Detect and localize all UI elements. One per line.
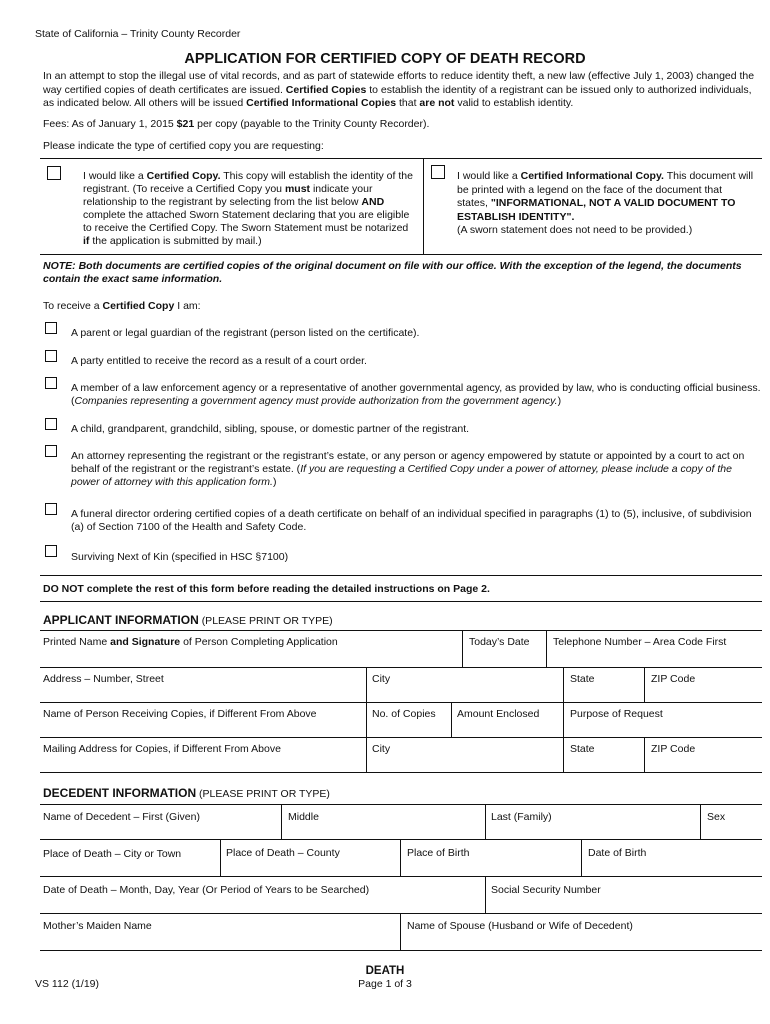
informational-copy-option: I would like a Certified Informational Copy. This document will be printed with a legend on the face of the document that states, "INFORMATIONAL, NOT A VALID DOCUMENT TO ESTABLISH IDENTITY". (A sworn statement does not need to be provided.) (457, 170, 754, 236)
eligibility-checkbox-6[interactable] (45, 503, 57, 515)
place-of-birth-field[interactable]: Place of Birth (407, 847, 470, 859)
eligibility-checkbox-1[interactable] (45, 322, 57, 334)
eligibility-option-5: An attorney representing the registrant or the registrant’s estate, or any person or agency empowered by statute or appointed by a court to act on behalf of the registrant or the registrant’s estate. (If you are requesting a Certified Copy under a power of attorney, please include a copy of the power of attorney with this application form.) (71, 450, 745, 488)
eligibility-checkbox-4[interactable] (45, 418, 57, 430)
eligibility-checkbox-2[interactable] (45, 350, 57, 362)
place-of-death-county-field[interactable]: Place of Death – County (226, 847, 340, 859)
divider (40, 158, 762, 159)
mailing-state-field[interactable]: State (570, 743, 595, 755)
address-field[interactable]: Address – Number, Street (43, 673, 164, 685)
receiver-name-field[interactable]: Name of Person Receiving Copies, if Different From Above (43, 708, 317, 720)
eligibility-checkbox-7[interactable] (45, 545, 57, 557)
purpose-field[interactable]: Purpose of Request (570, 708, 663, 720)
applicant-heading: APPLICANT INFORMATION (PLEASE PRINT OR TYPE) (43, 613, 333, 627)
eligibility-option-4: A child, grandparent, grandchild, sibling, spouse, or domestic partner of the registrant. (71, 423, 470, 435)
agency-name: State of California – Trinity County Recorder (35, 28, 241, 40)
ssn-field[interactable]: Social Security Number (491, 884, 601, 896)
footer-label: DEATH (365, 965, 405, 977)
certified-copy-option: I would like a Certified Copy. This copy will establish the identity of the registrant. (To receive a Certified Copy you must indicate your relationship to the registrant by selecting from the list below AND complete the attached Sworn Statement declaring that you are eligible to receive the Certified Copy. The Sworn Statement must be notarized if the application is submitted by mail.) (83, 170, 413, 247)
decedent-middle-name-field[interactable]: Middle (288, 811, 319, 823)
eligibility-option-7: Surviving Next of Kin (specified in HSC §7100) (71, 551, 289, 563)
certified-copy-checkbox[interactable] (47, 166, 61, 180)
mothers-maiden-name-field[interactable]: Mother’s Maiden Name (43, 920, 152, 932)
date-of-death-field[interactable]: Date of Death – Month, Day, Year (Or Period of Years to be Searched) (43, 884, 370, 896)
divider (423, 158, 424, 254)
telephone-field[interactable]: Telephone Number – Area Code First (553, 636, 727, 648)
eligibility-option-2: A party entitled to receive the record as a result of a court order. (71, 355, 367, 367)
intro-paragraph: In an attempt to stop the illegal use of vital records, and as part of statewide efforts to reduce identity theft, a new law (effective July 1, 2003) changed the way certified copies of death certificates are issued. Certified Copies to establish the identity of a registrant can be issued only to authorized individuals, as indicated below. All others will be issued Certified Informational Copies that are not valid to establish identity. (43, 70, 755, 109)
divider (40, 575, 762, 576)
zip-field[interactable]: ZIP Code (651, 673, 696, 685)
city-field[interactable]: City (372, 673, 391, 685)
place-of-death-city-field[interactable]: Place of Death – City or Town (43, 848, 182, 860)
indicate-line: Please indicate the type of certified copy you are requesting: (43, 140, 324, 152)
divider (40, 254, 762, 255)
eligibility-option-3: A member of a law enforcement agency or a representative of another governmental agency, as provided by law, who is conducting official business. (Companies representing a government agency must provide authorization from the government agency.) (71, 382, 761, 407)
fees-line: Fees: As of January 1, 2015 $21 per copy (payable to the Trinity County Recorder). (43, 118, 430, 130)
mailing-address-field[interactable]: Mailing Address for Copies, if Different From Above (43, 743, 281, 755)
amount-field[interactable]: Amount Enclosed (457, 708, 540, 720)
printed-name-field[interactable]: Printed Name and Signature of Person Completing Application (43, 636, 338, 648)
date-of-birth-field[interactable]: Date of Birth (588, 847, 647, 859)
warning-line: DO NOT complete the rest of this form before reading the detailed instructions on Page 2. (43, 583, 490, 595)
eligibility-option-1: A parent or legal guardian of the registrant (person listed on the certificate). (71, 327, 420, 339)
copies-field[interactable]: No. of Copies (372, 708, 436, 720)
mailing-city-field[interactable]: City (372, 743, 391, 755)
state-field[interactable]: State (570, 673, 595, 685)
todays-date-field[interactable]: Today’s Date (469, 636, 530, 648)
receive-line: To receive a Certified Copy I am: (43, 300, 201, 312)
eligibility-checkbox-5[interactable] (45, 445, 57, 457)
eligibility-option-6: A funeral director ordering certified copies of a death certificate on behalf of an individual specified in paragraphs (1) to (5), inclusive, of subdivision (a) of Section 7100 of the Health and Safety Code. (71, 508, 752, 533)
decedent-sex-field[interactable]: Sex (707, 811, 726, 823)
eligibility-checkbox-3[interactable] (45, 377, 57, 389)
form-number: VS 112 (1/19) (35, 978, 100, 990)
form-title: APPLICATION FOR CERTIFIED COPY OF DEATH RECORD (184, 51, 586, 67)
decedent-first-name-field[interactable]: Name of Decedent – First (Given) (43, 811, 200, 823)
divider (40, 601, 762, 602)
note: NOTE: Both documents are certified copies of the original document on file with our office. With the exception of the legend, the documents contain the exact same information. (43, 260, 742, 285)
informational-copy-checkbox[interactable] (431, 165, 445, 179)
decedent-heading: DECEDENT INFORMATION (PLEASE PRINT OR TYPE) (43, 786, 330, 800)
page-number: Page 1 of 3 (358, 978, 412, 990)
decedent-last-name-field[interactable]: Last (Family) (491, 811, 552, 823)
mailing-zip-field[interactable]: ZIP Code (651, 743, 696, 755)
spouse-name-field[interactable]: Name of Spouse (Husband or Wife of Decedent) (407, 920, 633, 932)
